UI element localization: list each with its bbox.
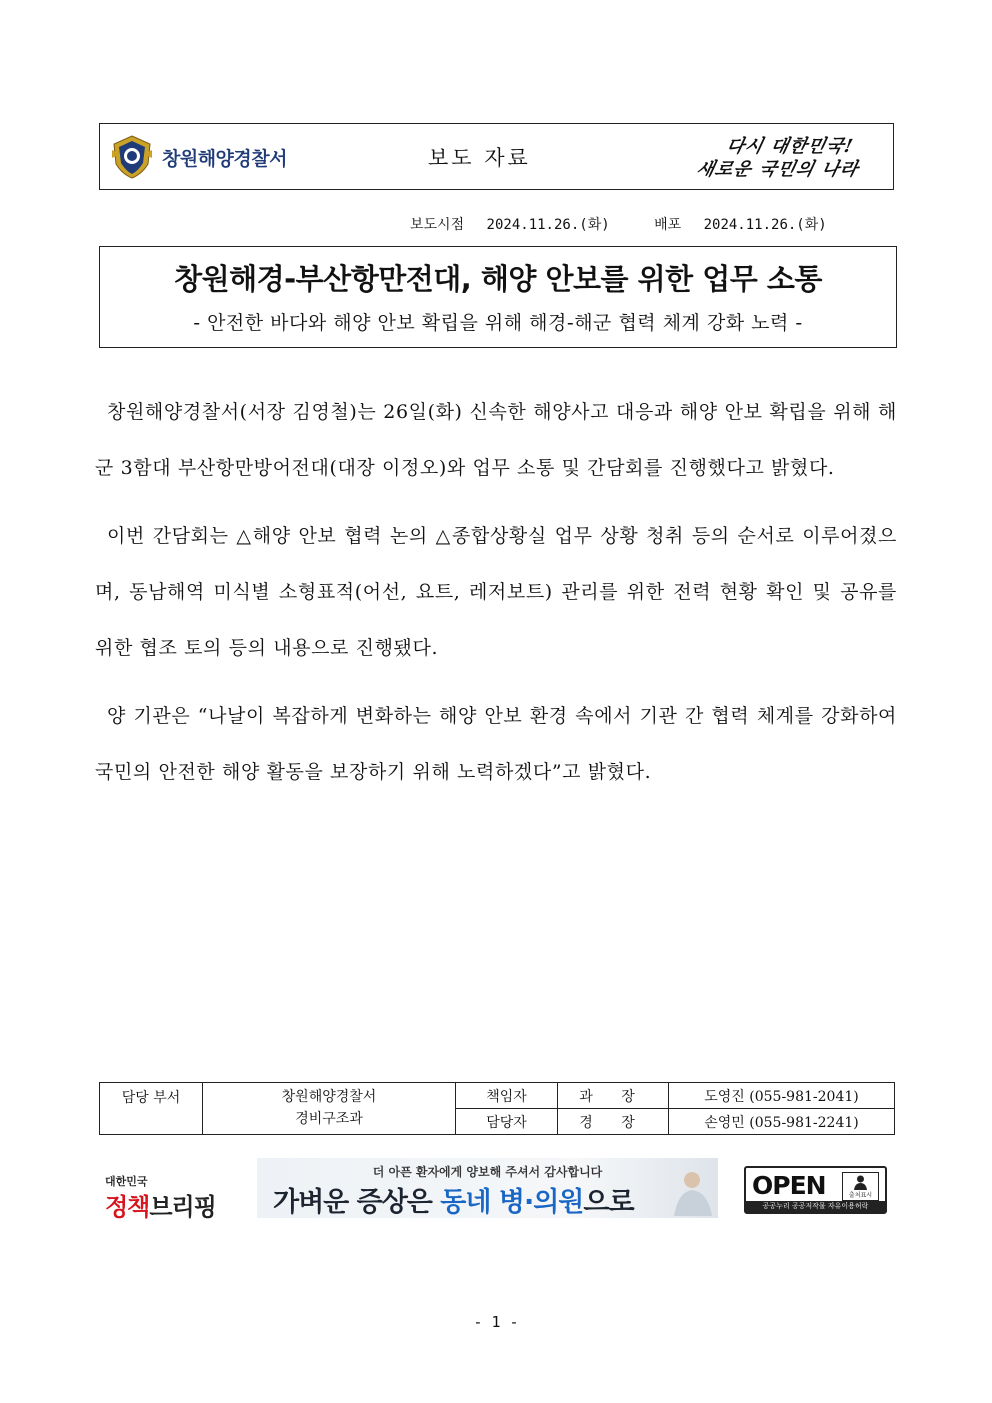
attribution-label: 출처표시	[848, 1192, 873, 1199]
document-type: 보도 자료	[428, 146, 531, 170]
distribution-label: 배포	[654, 217, 682, 233]
body-paragraph-2: 이번 간담회는 △해양 안보 협력 논의 △종합상황실 업무 상황 청취 등의 순서로 이루어졌으며, 동남해역 미식별 소형표적(어선, 요트, 레저보트) 관리를 위한 전력 현황 확인 및 공유를 위한 협조 토의 등의 내용으로 진행됐다.	[95, 525, 897, 659]
dept-label-cell: 담당 부서	[100, 1083, 203, 1135]
table-row	[100, 1083, 895, 1109]
open-license-text: 공공누리 공공저작물 자유이용허락	[746, 1201, 885, 1212]
page-number: - 1 -	[473, 1313, 519, 1331]
headline-title: 창원해경-부산항만전대, 해양 안보를 위한 업무 소통	[174, 262, 822, 296]
role-cell: 책임자	[456, 1083, 558, 1109]
body-paragraph-3: 양 기관은 “나날이 복잡하게 변화하는 해양 안보 환경 속에서 기관 간 협력 체계를 강화하여 국민의 안전한 해양 활동을 보장하기 위해 노력하겠다”고 밝혔다.	[95, 705, 897, 783]
contact-table	[99, 1082, 895, 1135]
coast-guard-emblem-icon	[110, 134, 154, 180]
kogl-open-badge	[744, 1166, 887, 1214]
unit-line-1: 창원해양경찰서	[281, 1089, 377, 1105]
body-paragraph-1: 창원해양경찰서(서장 김영철)는 26일(화) 신속한 해양사고 대응과 해양 안보 확립을 위해 해군 3함대 부산항만방어전대(대장 이정오)와 업무 소통 및 간담회를 진행했다고 밝혔다.	[95, 401, 897, 479]
slogan-line-2: 새로운 국민의 나라	[694, 159, 861, 180]
slogan	[665, 132, 865, 182]
headline-box	[99, 246, 897, 348]
rank-cell: 과 장	[558, 1083, 669, 1109]
unit-line-2: 경비구조과	[295, 1111, 363, 1127]
org-name: 창원해양경찰서	[162, 147, 287, 170]
public-campaign-banner	[257, 1158, 718, 1218]
distribution-value: 2024.11.26.(화)	[703, 217, 827, 233]
report-time-label: 보도시점	[410, 217, 465, 233]
policy-briefing-small: 대한민국	[105, 1175, 148, 1188]
article-body	[95, 384, 897, 812]
person-cell: 손영민 (055-981-2241)	[669, 1109, 895, 1135]
role-cell: 담당자	[456, 1109, 558, 1135]
agency-logo	[110, 134, 287, 180]
policy-briefing-wordmark: 정책브리핑	[105, 1193, 216, 1221]
attribution-icon	[842, 1172, 879, 1201]
banner-caption: 더 아픈 환자에게 양보해 주셔서 감사합니다	[372, 1165, 603, 1179]
headline-subtitle: - 안전한 바다와 해양 안보 확립을 위해 해경-해군 협력 체계 강화 노력 -	[193, 312, 803, 334]
person-cell: 도영진 (055-981-2041)	[669, 1083, 895, 1109]
release-dates	[410, 214, 827, 234]
press-release-header	[99, 123, 894, 190]
slogan-line-1: 다시 대한민국!	[723, 136, 855, 157]
policy-briefing-logo	[105, 1173, 216, 1222]
banner-headline: 가벼운 증상은 동네 병·의원으로	[273, 1187, 634, 1218]
unit-cell	[203, 1083, 456, 1135]
rank-cell: 경 장	[558, 1109, 669, 1135]
patient-figure-icon	[654, 1166, 714, 1216]
report-time-value: 2024.11.26.(화)	[486, 217, 610, 233]
open-label: OPEN	[752, 1171, 826, 1200]
person-icon	[843, 1173, 878, 1191]
